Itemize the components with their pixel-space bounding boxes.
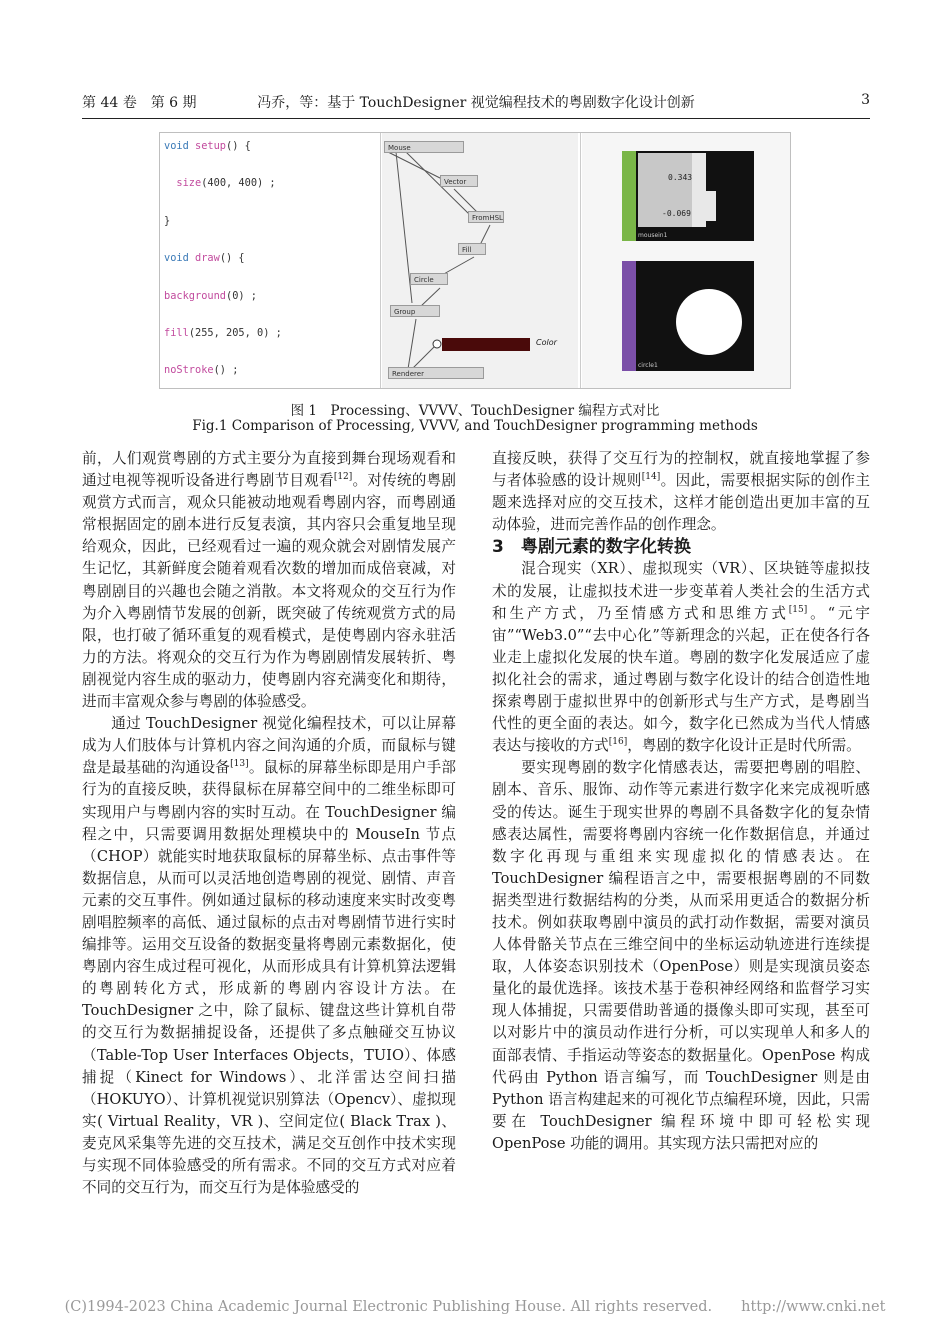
- td-value-2: -0.069: [662, 209, 691, 218]
- vvvv-node-circle: Circle: [410, 273, 448, 285]
- panel-divider: [580, 133, 581, 388]
- vvvv-node-fill: Fill: [458, 243, 486, 255]
- citation[interactable]: [16]: [608, 737, 628, 748]
- paragraph: 混合现实（XR）、虚拟现实（VR）、区块链等虚拟技术的发展，让虚拟技术进一步变革着人类社会的生活方式和生产方式，乃至情感方式和思维方式[15]。“元宇宙”“Web3.0”“去中心化”等新理念的兴起，正在使各行各业走上虚拟化发展的快车道。粤剧的数字化发展适应了虚拟化社会的需求，通过粤剧与数字化设计的结合创造性地探索粤剧于虚拟世界中的创新形式与生产方式，是粤剧当代性的更全面的表达。如今，数字化已然成为当代人情感表达与接收的方式[16]，粤剧的数字化设计正是时代所需。: [492, 560, 870, 755]
- td-panel-label: mousein1: [638, 232, 668, 239]
- td-op-flag-bar: [622, 151, 636, 241]
- vvvv-color-swatch: [442, 338, 530, 351]
- citation[interactable]: [13]: [230, 759, 249, 770]
- copyright-footer: (C)1994-2023 China Academic Journal Electronic Publishing House. All rights reserved. http://www.cnki.net: [64, 1299, 886, 1315]
- vvvv-node-fromhsl: FromHSL: [468, 211, 504, 223]
- figure-caption-en: Fig.1 Comparison of Processing, VVVV, and TouchDesigner programming methods: [192, 418, 758, 434]
- journal-volume-issue: 第 44 卷 第 6 期: [82, 95, 197, 111]
- panel-divider: [380, 133, 381, 388]
- vvvv-node-group: Group: [390, 305, 440, 317]
- page-number: 3: [861, 92, 870, 108]
- td-value-1: 0.343: [668, 173, 693, 182]
- code-line: background(0) ;: [164, 289, 257, 302]
- code-line: fill(255, 205, 0) ;: [164, 327, 282, 340]
- running-title: 冯乔，等：基于 TouchDesigner 视觉编程技术的粤剧数字化设计创新: [257, 95, 695, 111]
- section-heading: 3 粤剧元素的数字化转换: [492, 537, 691, 558]
- vvvv-color-label: Color: [536, 338, 557, 347]
- right-column: [492, 448, 870, 1155]
- td-channel-bar: [692, 153, 706, 227]
- paragraph: 要实现粤剧的数字化情感表达，需要把粤剧的唱腔、剧本、音乐、服饰、动作等元素进行数字化来完成视听感受的传达。诞生于现实世界的粤剧不具备数字化的复杂情感表达属性，需要将粤剧内容统一化作数据信息，并通过数字化再现与重组来实现虚拟化的情感表达。在 TouchDesigner 编程语言之中，需要根据粤剧的不同数据类型进行数据结构的分类，从而采用更适合的数据分析技术。例如获取粤剧中演员的武打动作数据，需要对演员人体骨骼关节点在三维空间中的坐标运动轨迹进行连续提取，人体姿态识别技术（OpenPose）则是实现演员姿态量化的最优选择。该技术基于卷积神经网络和监督学习实现人体捕捉，只需要借助普通的摄像头即可实现，甚至可以对影片中的演员动作进行分析，可以实现单人和多人的面部表情、手指运动等姿态的数据量化。OpenPose 构成代码由 Python 语言编写，而 TouchDesigner 则是由 Python 语言构建起来的可视化节点编程环境，因此，只需要在 TouchDesigner 编程环境中即可轻松实现 OpenPose 功能的调用。其实现方法只需把对应的: [492, 759, 870, 1152]
- td-circle-top: [628, 261, 754, 371]
- paragraph: 通过 TouchDesigner 视觉化编程技术，可以让屏幕成为人们肢体与计算机内容之间沟通的介质，而鼠标与键盘是最基础的沟通设备[13]。鼠标的屏幕坐标即是用户手部行为的直接反映，获得鼠标在屏幕空间中的二维坐标即可实现用户与粤剧内容的实时互动。在 TouchDesigner 编程之中，只需要调用数据处理模块中的 MouseIn 节点（CHOP）就能实时地获取鼠标的屏幕坐标、点击事件等数据信息，从而可以灵活地创造粤剧的视觉、剧情、声音元素的交互事件。例如通过鼠标的移动速度来实时改变粤剧唱腔频率的高低、通过鼠标的点击对粤剧情节进行实时编排等。运用交互设备的数据变量将粤剧元素数据化，使粤剧内容生成过程可视化，从而形成具有计算机算法逻辑的粤剧转化方式，形成新的粤剧内容设计方法。在 TouchDesigner 之中，除了鼠标、键盘这些计算机自带的交互行为数据捕捉设备，还提供了多点触碰交互协议（Table-Top User Interfaces Objects，TUIO）、体感捕捉（Kinect for Windows）、北洋雷达空间扫描（HOKUYO）、计算机视觉识别算法（Opencv）、虚拟现实( Virtual Reality，VR )、空间定位( Black Trax )、麦克风采集等先进的交互技术，满足交互创作中技术实现与实现不同体验感受的所有需求。不同的交互方式对应着不同的交互行为，而交互行为是体验感受的: [82, 715, 456, 1197]
- code-line: void draw() {: [164, 252, 245, 265]
- code-line: }: [164, 214, 171, 227]
- header-rule: [82, 118, 870, 119]
- vvvv-node-renderer: Renderer: [388, 367, 484, 379]
- figure-caption-cn: 图 1 Processing、VVVV、TouchDesigner 编程方式对比: [290, 403, 660, 419]
- vvvv-node-mouse: Mouse: [384, 141, 464, 153]
- paragraph: 前，人们观赏粤剧的方式主要分为直接到舞台现场观看和通过电视等视听设备进行粤剧节目观看[12]。对传统的粤剧观赏方式而言，观众只能被动地观看粤剧内容，而粤剧通常根据固定的剧本进行反复表演，其内容只会重复地呈现给观众，因此，已经观看过一遍的观众就会对剧情发展产生记忆，其新鲜度会随着观看次数的增加而成倍衰减，对粤剧剧目的兴趣也会随之消散。本文将观众的交互行为作为介入粤剧情节发展的创新，既突破了传统观赏方式的局限，也打破了循环重复的观看模式，是使粤剧内容永驻活力的方法。将观众的交互行为作为粤剧剧情发展转折、粤剧视觉内容生成的驱动力，使粤剧内容充满变化和期待，进而丰富观众参与粤剧的体验感受。: [82, 450, 456, 711]
- citation[interactable]: [15]: [788, 604, 808, 615]
- td-render-circle: [676, 289, 742, 355]
- code-line: void setup() {: [164, 140, 251, 152]
- citation[interactable]: [14]: [641, 472, 661, 483]
- left-column: [82, 448, 456, 1199]
- running-header: [82, 92, 870, 118]
- figure-1: [159, 132, 791, 389]
- td-mousein-chop: [628, 151, 754, 241]
- citation[interactable]: [12]: [333, 472, 353, 483]
- td-panel-label: circle1: [638, 362, 658, 369]
- td-op-flag-bar: [622, 261, 636, 371]
- code-line: size(400, 400) ;: [176, 177, 276, 190]
- td-channel-bar: [706, 191, 716, 221]
- vvvv-node-vector: Vector: [440, 175, 478, 187]
- paragraph: 直接反映，获得了交互行为的控制权，就直接地掌握了参与者体验感的设计规则[14]。因此，需要根据实际的创作主题来选择对应的交互技术，这样才能创造出更加丰富的互动体验，进而完善作品的创作理念。: [492, 450, 870, 534]
- processing-code-panel: [160, 133, 378, 388]
- code-line: noStroke() ;: [164, 364, 239, 377]
